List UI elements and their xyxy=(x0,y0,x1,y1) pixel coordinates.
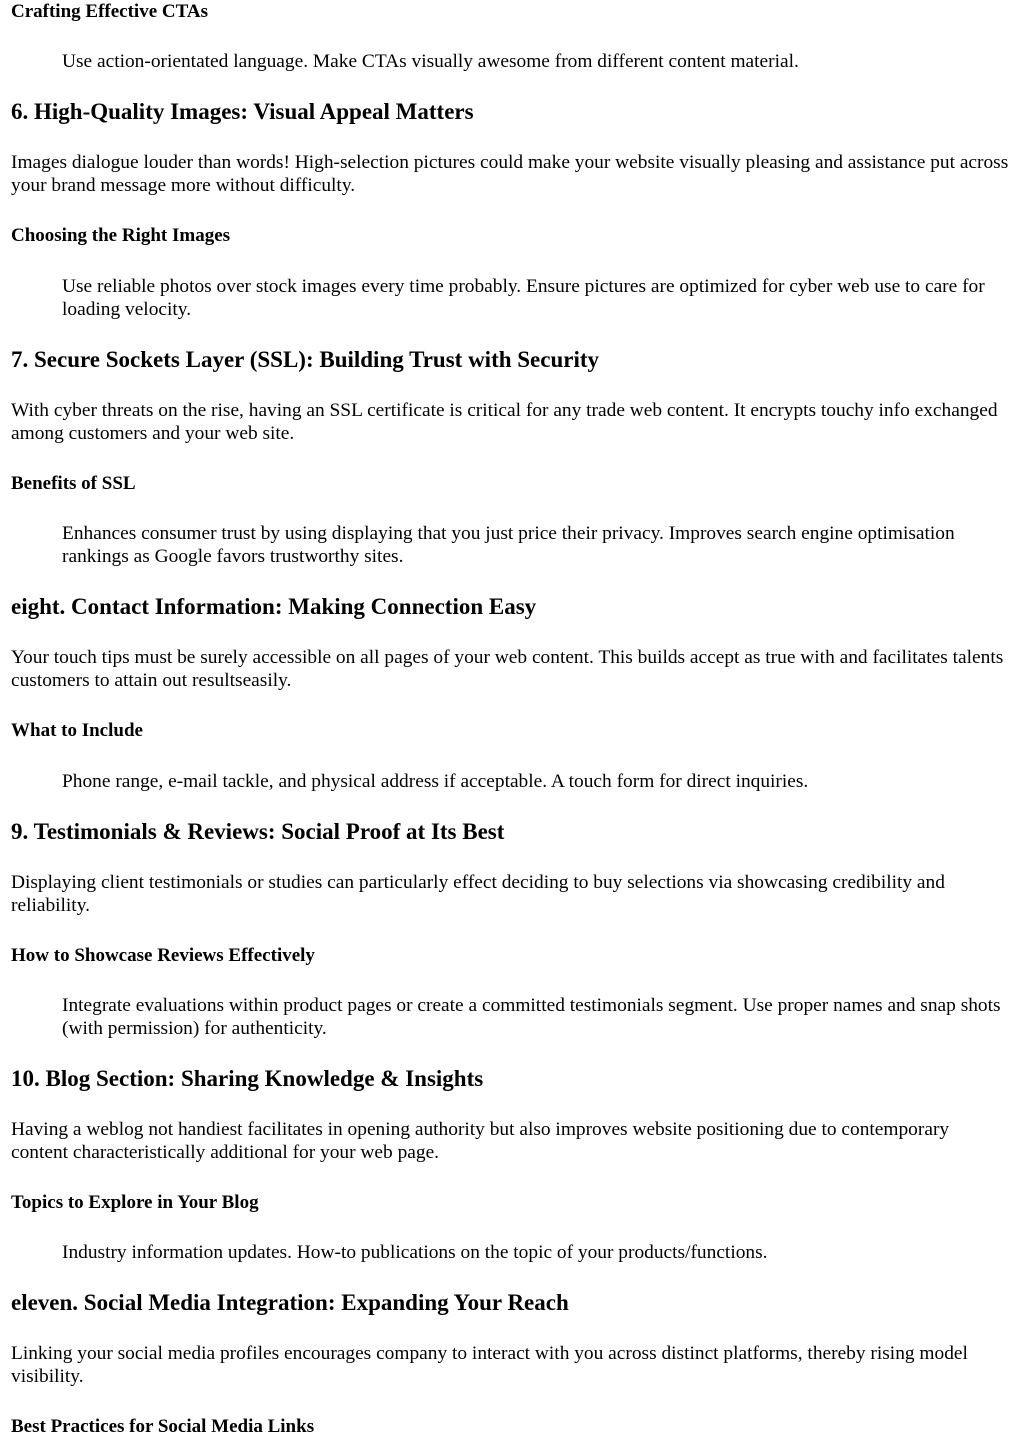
subheading-blog-topics: Topics to Explore in Your Blog xyxy=(11,1192,259,1213)
blockquote-reviews: Integrate evaluations within product pages or create a committed testimonials segment. Use proper names and snap shots (with permission) for authenticity. xyxy=(62,995,1001,1039)
heading-ssl: 7. Secure Sockets Layer (SSL): Building Trust with Security xyxy=(11,347,600,372)
subheading-benefits-ssl: Benefits of SSL xyxy=(11,473,136,494)
heading-social-media: eleven. Social Media Integration: Expanding Your Reach xyxy=(11,1290,569,1315)
paragraph-contact: Your touch tips must be surely accessible on all pages of your web content. This builds accept as true with and facilitates talents customers to attain out resultseasily. xyxy=(11,647,1004,691)
heading-contact-information: eight. Contact Information: Making Connection Easy xyxy=(11,594,537,619)
blockquote-ssl: Enhances consumer trust by using displaying that you just price their privacy. Improves search engine optimisation rankings as Google favors trustworthy sites. xyxy=(62,523,955,567)
subheading-showcase-reviews: How to Showcase Reviews Effectively xyxy=(11,945,315,966)
subheading-social-best-practices: Best Practices for Social Media Links xyxy=(11,1416,315,1437)
paragraph-social-media: Linking your social media profiles encourages company to interact with you across distinct platforms, thereby rising model visibility. xyxy=(11,1343,968,1387)
blockquote-contact: Phone range, e-mail tackle, and physical address if acceptable. A touch form for direct inquiries. xyxy=(62,771,809,792)
heading-high-quality-images: 6. High-Quality Images: Visual Appeal Matters xyxy=(11,99,474,124)
paragraph-ssl: With cyber threats on the rise, having an SSL certificate is critical for any trade web content. It encrypts touchy info exchanged among customers and your web site. xyxy=(11,400,998,444)
heading-testimonials: 9. Testimonials & Reviews: Social Proof at Its Best xyxy=(11,819,505,844)
blockquote-images: Use reliable photos over stock images every time probably. Ensure pictures are optimized for cyber web use to care for loading velocity. xyxy=(62,276,985,320)
paragraph-testimonials: Displaying client testimonials or studies can particularly effect deciding to buy selections via showcasing credibility and reliability. xyxy=(11,872,945,916)
heading-blog-section: 10. Blog Section: Sharing Knowledge & Insights xyxy=(11,1066,484,1091)
blockquote-ctas: Use action-orientated language. Make CTAs visually awesome from different content material. xyxy=(62,51,799,72)
paragraph-images: Images dialogue louder than words! High-selection pictures could make your website visually pleasing and assistance put across your brand message more without difficulty. xyxy=(11,152,1009,196)
blockquote-blog: Industry information updates. How-to publications on the topic of your products/functions. xyxy=(62,1242,768,1263)
subheading-what-to-include: What to Include xyxy=(11,720,143,741)
subheading-crafting-ctas: Crafting Effective CTAs xyxy=(11,1,208,22)
subheading-choosing-images: Choosing the Right Images xyxy=(11,225,231,246)
paragraph-blog: Having a weblog not handiest facilitates in opening authority but also improves website positioning due to contemporary content characteristically additional for your web page. xyxy=(11,1119,950,1163)
